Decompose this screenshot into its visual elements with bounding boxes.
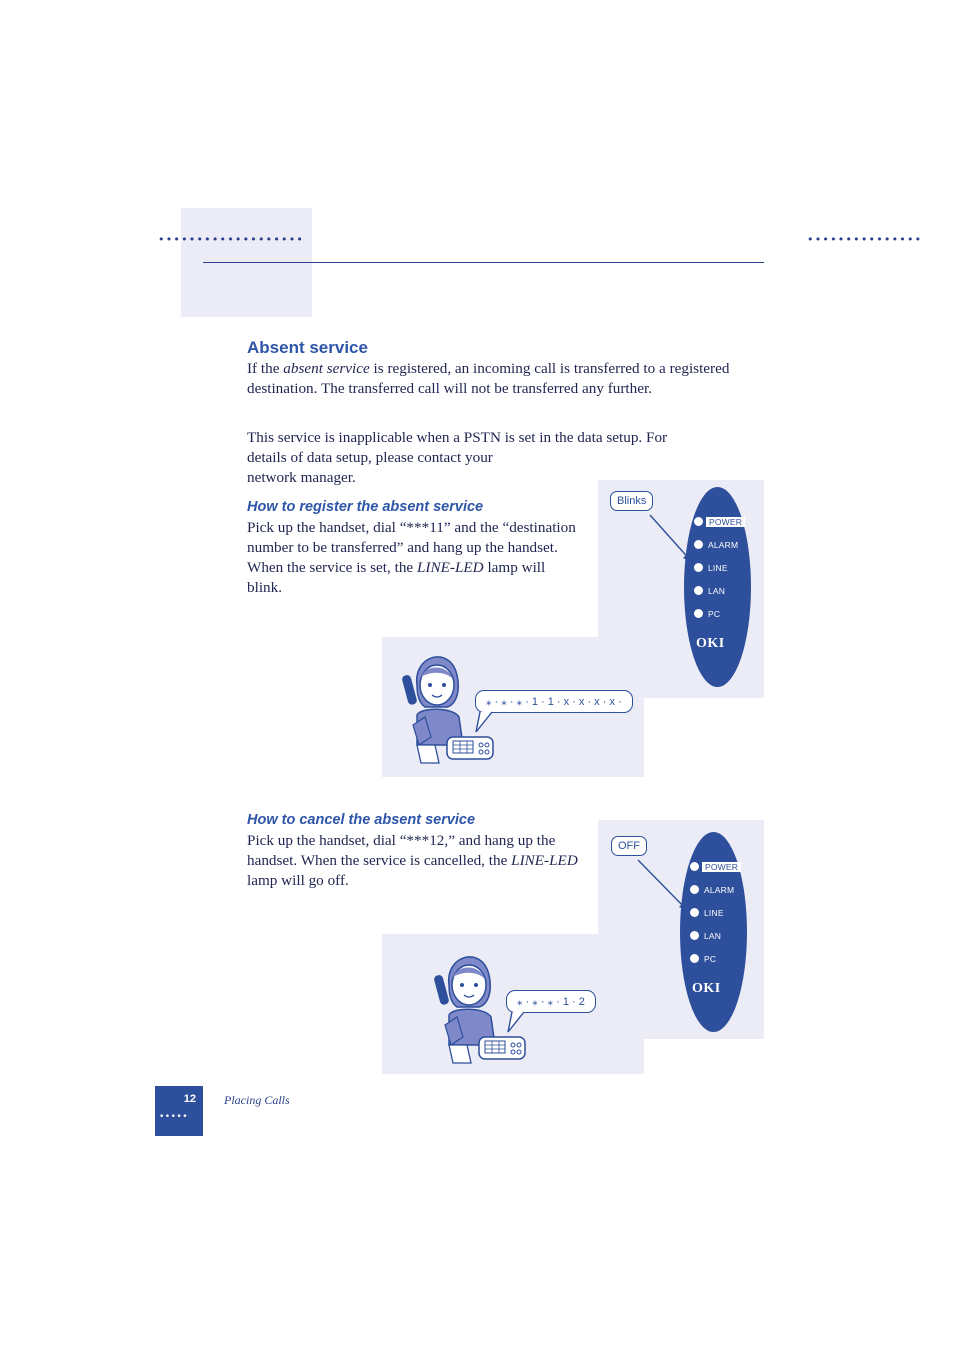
note-paragraph — [247, 428, 757, 488]
register-title: How to register the absent service — [247, 499, 484, 515]
off-callout: OFF — [611, 836, 647, 856]
intro-italic: absent service — [283, 360, 370, 377]
pc-led — [694, 609, 703, 618]
register-shade-join — [598, 637, 644, 698]
blinks-callout: Blinks — [610, 491, 653, 511]
woman-with-phone-illustration — [395, 645, 505, 770]
line-label: LINE — [704, 908, 724, 918]
cancel-paragraph — [247, 831, 587, 891]
oki-logo: OKI — [696, 636, 725, 651]
note-line-3: network manager. — [247, 469, 356, 486]
register-text: Pick up the handset, dial “***11” and the “destination number to be transferred” and hang up the handset. When the service is set, the — [247, 519, 576, 576]
woman-with-phone-illustration-cancel — [427, 945, 537, 1070]
line-label: LINE — [708, 563, 728, 573]
register-line-led: LINE-LED — [416, 559, 484, 576]
power-label: POWER — [702, 862, 741, 872]
intro-prefix: If the — [247, 360, 284, 377]
pc-led — [690, 954, 699, 963]
register-paragraph — [247, 518, 577, 598]
tab-dots: ••••• — [159, 1112, 189, 1122]
note-line-1: This service is inapplicable when a PSTN is set in the data setup. For — [247, 429, 668, 446]
alarm-label: ALARM — [708, 540, 739, 550]
section-title: Absent service — [247, 338, 368, 357]
cancel-dial-bubble: ⁎ · ⁎ · ⁎ · 1 · 2 — [506, 990, 596, 1013]
page-number: 12 — [183, 1093, 196, 1105]
register-dial-bubble: ⁎ · ⁎ · ⁎ · 1 · 1 · x · x · x · x · — [475, 690, 633, 713]
intro-suffix: is registered, an incoming call is transferred to a registered destination. The transferred call will not be transferred any further. — [247, 360, 730, 397]
footer-section-name: Placing Calls — [224, 1093, 290, 1107]
cancel-title: How to cancel the absent service — [247, 812, 476, 828]
oki-logo: OKI — [692, 981, 721, 996]
intro-paragraph — [247, 359, 752, 399]
note-line-2: details of data setup, please contact your — [247, 449, 493, 466]
page-number-tab — [155, 1086, 203, 1136]
alarm-label: ALARM — [704, 885, 735, 895]
off-pointer-line — [600, 845, 710, 935]
pc-label: PC — [708, 609, 721, 619]
lan-label: LAN — [704, 931, 722, 941]
power-label: POWER — [706, 517, 745, 527]
lan-label: LAN — [708, 586, 726, 596]
cancel-line-led: LINE-LED — [511, 852, 578, 869]
blinks-pointer-line — [600, 500, 710, 590]
header-dots-right: ••••••••••••••• — [807, 233, 923, 246]
pc-label: PC — [704, 954, 717, 964]
header-dots-left: ••••••••••••••••••• — [158, 233, 305, 246]
cancel-text-end: lamp will go off. — [247, 872, 349, 889]
cancel-text: Pick up the handset, dial “***12,” and hang up the handset. When the service is cancelled, the — [247, 832, 556, 869]
header-rule — [203, 262, 764, 263]
cancel-shade-join — [598, 934, 644, 1039]
register-text-end: lamp will blink. — [247, 559, 546, 596]
